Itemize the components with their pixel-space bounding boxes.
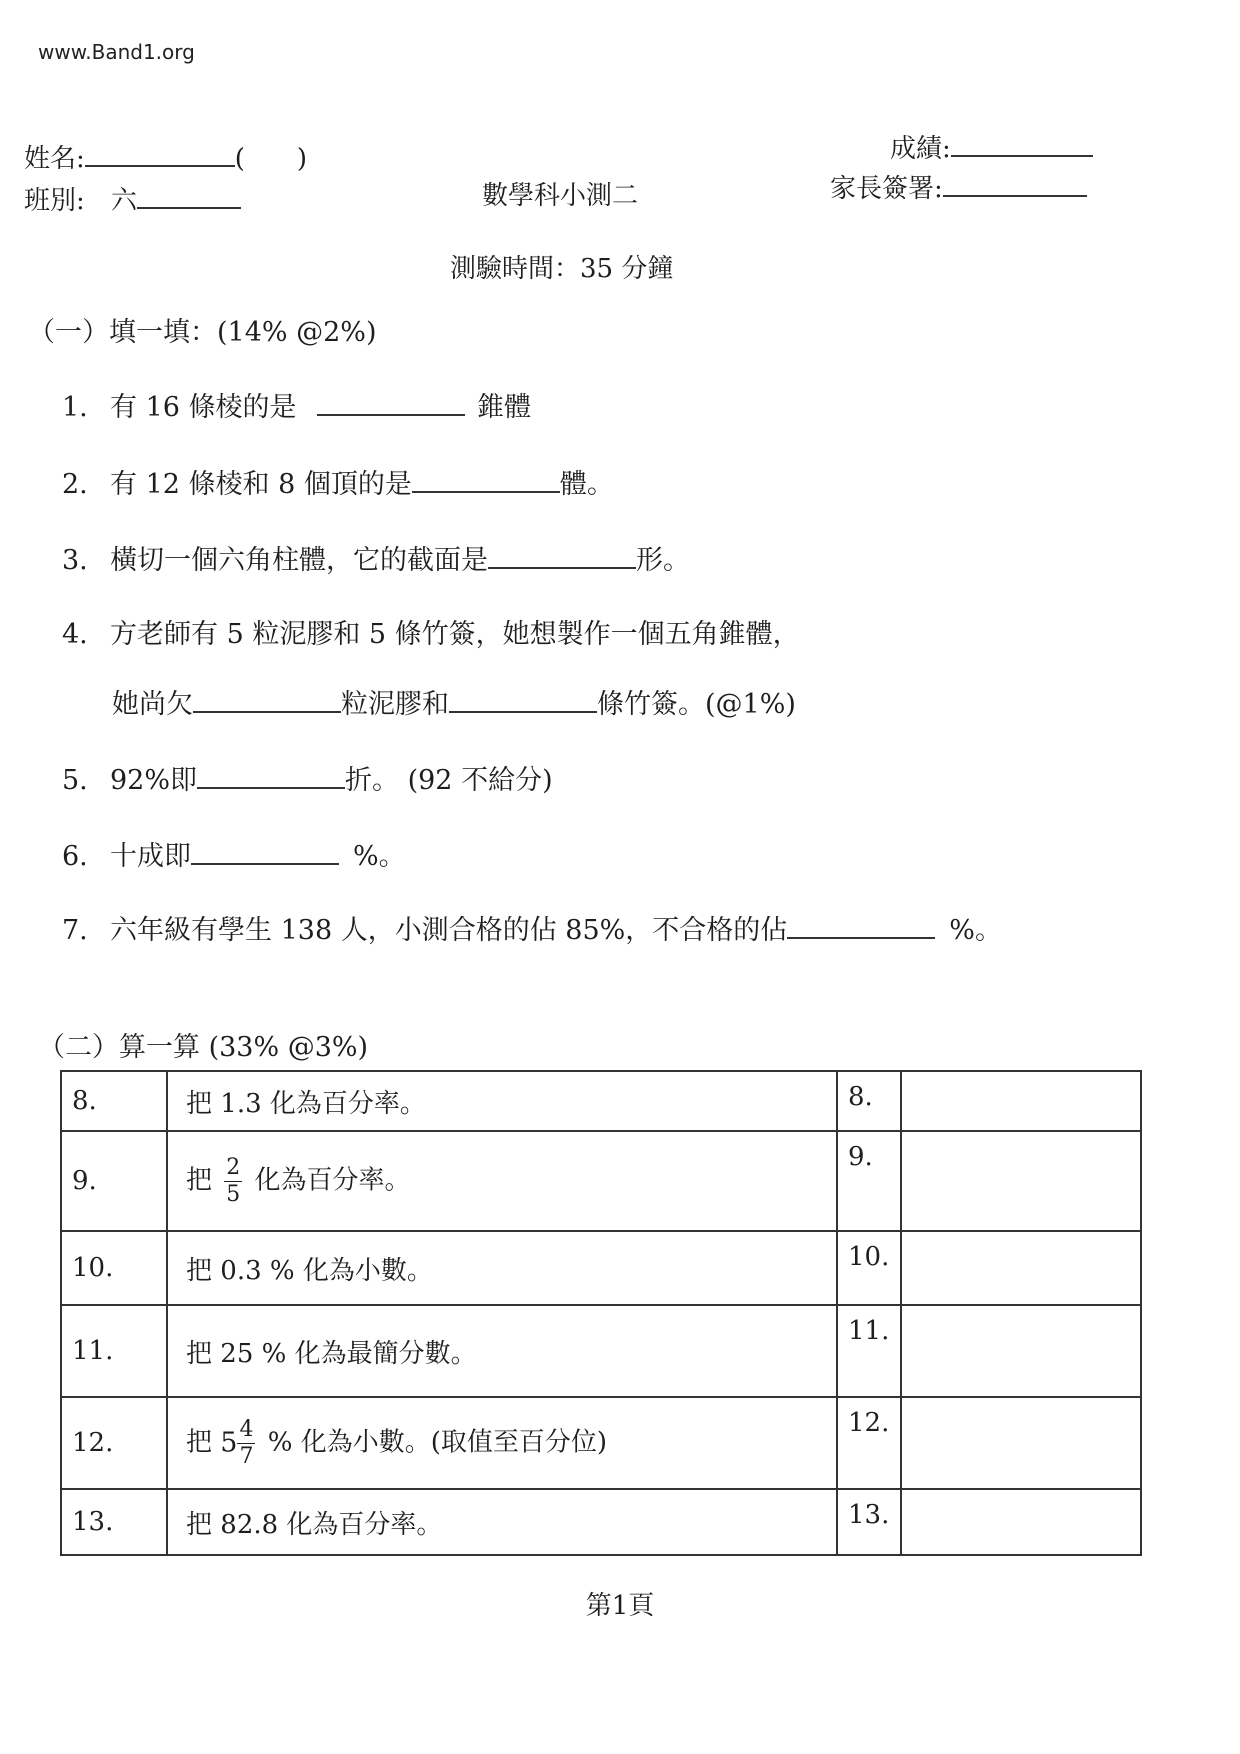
answer-blank-4b[interactable] <box>449 687 597 713</box>
question-text: 有 12 條棱和 8 個頂的是 <box>110 469 412 500</box>
table-row <box>61 1071 1141 1131</box>
question-text-suffix: 錐體 <box>477 392 532 423</box>
row-task <box>167 1071 837 1131</box>
name-line <box>24 138 307 175</box>
table-row <box>61 1489 1141 1555</box>
answer-cell[interactable] <box>901 1071 1141 1131</box>
row-task <box>167 1489 837 1555</box>
answer-number: 11. <box>837 1305 901 1397</box>
question-text: 她尚欠 <box>112 689 193 720</box>
answer-number: 12. <box>837 1397 901 1489</box>
name-label: 姓名: <box>24 144 85 174</box>
row-task <box>167 1397 837 1489</box>
row-number: 11. <box>61 1305 167 1397</box>
question-text-suffix: 條竹簽。(@1%) <box>597 689 796 720</box>
class-value: 六 <box>111 186 138 216</box>
row-number: 12. <box>61 1397 167 1489</box>
task-prefix: 把 <box>186 1338 213 1369</box>
signature-blank[interactable] <box>943 171 1087 197</box>
mixed-whole: 5 <box>220 1427 238 1459</box>
fraction-numerator: 4 <box>239 1416 254 1442</box>
answer-cell[interactable] <box>901 1231 1141 1305</box>
row-number: 9. <box>61 1131 167 1231</box>
row-task <box>167 1305 837 1397</box>
section1-title: （一）填一填：(14% @2%) <box>28 317 377 348</box>
question-text-suffix: %。 <box>949 915 1002 946</box>
question-text-suffix: 形。 <box>636 545 690 576</box>
question-number: 2. <box>62 469 88 500</box>
question-number: 6. <box>62 841 88 872</box>
question-2 <box>62 462 614 501</box>
task-prefix: 把 <box>186 1509 213 1540</box>
row-number: 13. <box>61 1489 167 1555</box>
row-task <box>167 1131 837 1231</box>
table-row <box>61 1397 1141 1489</box>
answer-cell[interactable] <box>901 1131 1141 1231</box>
question-text-suffix: 折。 (92 不給分) <box>345 765 553 796</box>
question-1 <box>62 385 531 424</box>
question-7 <box>62 908 1002 947</box>
row-number: 10. <box>61 1231 167 1305</box>
calculation-table <box>60 1070 1142 1556</box>
fraction-denominator: 5 <box>226 1181 241 1207</box>
answer-blank-6[interactable] <box>191 839 339 865</box>
task-prefix: 把 <box>186 1255 213 1286</box>
task-text: 0.3 % 化為小數。 <box>220 1255 433 1286</box>
question-text: 橫切一個六角柱體，它的截面是 <box>110 545 488 576</box>
question-text: 方老師有 5 粒泥膠和 5 條竹簽，她想製作一個五角錐體， <box>110 619 800 650</box>
question-number: 4. <box>62 619 88 650</box>
task-text: % 化為小數。(取值至百分位) <box>267 1427 607 1457</box>
question-text: 十成即 <box>110 841 191 872</box>
row-task <box>167 1231 837 1305</box>
signature-line <box>830 168 1087 205</box>
table-row <box>61 1231 1141 1305</box>
question-6 <box>62 834 406 873</box>
fraction-denominator: 7 <box>239 1443 254 1469</box>
section2-title: （二）算一算 (33% @3%) <box>38 1032 369 1063</box>
question-4 <box>62 612 800 651</box>
answer-blank-4a[interactable] <box>193 687 341 713</box>
question-5 <box>62 758 553 797</box>
fraction-numerator: 2 <box>226 1154 241 1180</box>
answer-blank-3[interactable] <box>488 543 636 569</box>
answer-blank-2[interactable] <box>412 467 560 493</box>
answer-number: 10. <box>837 1231 901 1305</box>
fraction <box>237 1416 255 1469</box>
task-text: 25 % 化為最簡分數。 <box>220 1338 477 1369</box>
question-3 <box>62 538 690 577</box>
question-number: 5. <box>62 765 88 796</box>
fraction <box>224 1154 242 1207</box>
task-text: 化為百分率。 <box>254 1165 411 1195</box>
task-text: 82.8 化為百分率。 <box>220 1509 443 1540</box>
answer-blank-5[interactable] <box>197 763 345 789</box>
score-label: 成績: <box>890 134 951 164</box>
question-4-line2 <box>112 682 796 721</box>
class-label: 班別: <box>24 186 85 216</box>
answer-cell[interactable] <box>901 1397 1141 1489</box>
question-text: 有 16 條棱的是 <box>110 392 297 423</box>
task-prefix: 把 <box>186 1088 213 1119</box>
class-blank[interactable] <box>137 183 241 209</box>
class-line <box>24 180 241 217</box>
question-text-suffix: 體。 <box>559 469 614 500</box>
question-number: 3. <box>62 545 88 576</box>
row-number: 8. <box>61 1071 167 1131</box>
test-duration: 測驗時間：35 分鐘 <box>450 254 674 284</box>
task-prefix: 把 <box>186 1165 213 1195</box>
question-text-suffix: %。 <box>353 841 406 872</box>
answer-blank-1[interactable] <box>317 390 465 416</box>
answer-cell[interactable] <box>901 1489 1141 1555</box>
task-text: 1.3 化為百分率。 <box>220 1088 426 1119</box>
table-row <box>61 1131 1141 1231</box>
answer-number: 8. <box>837 1071 901 1131</box>
score-line <box>890 128 1093 165</box>
score-blank[interactable] <box>951 131 1093 157</box>
question-text: 92%即 <box>110 765 198 796</box>
answer-blank-7[interactable] <box>787 913 935 939</box>
answer-number: 13. <box>837 1489 901 1555</box>
question-text: 粒泥膠和 <box>341 689 449 720</box>
table-row <box>61 1305 1141 1397</box>
page-number: 第1頁 <box>585 1591 655 1621</box>
question-number: 1. <box>62 392 88 423</box>
site-watermark: www.Band1.org <box>38 40 195 64</box>
class-number-paren: ( ) <box>234 144 308 174</box>
answer-cell[interactable] <box>901 1305 1141 1397</box>
question-text: 六年級有學生 138 人，小測合格的佔 85%，不合格的佔 <box>110 915 788 946</box>
question-number: 7. <box>62 915 88 946</box>
signature-label: 家長簽署: <box>830 174 943 204</box>
page-title: 數學科小測二 <box>482 181 639 211</box>
name-blank[interactable] <box>85 141 235 167</box>
task-prefix: 把 <box>186 1427 213 1457</box>
answer-number: 9. <box>837 1131 901 1231</box>
mixed-number <box>220 1416 259 1469</box>
